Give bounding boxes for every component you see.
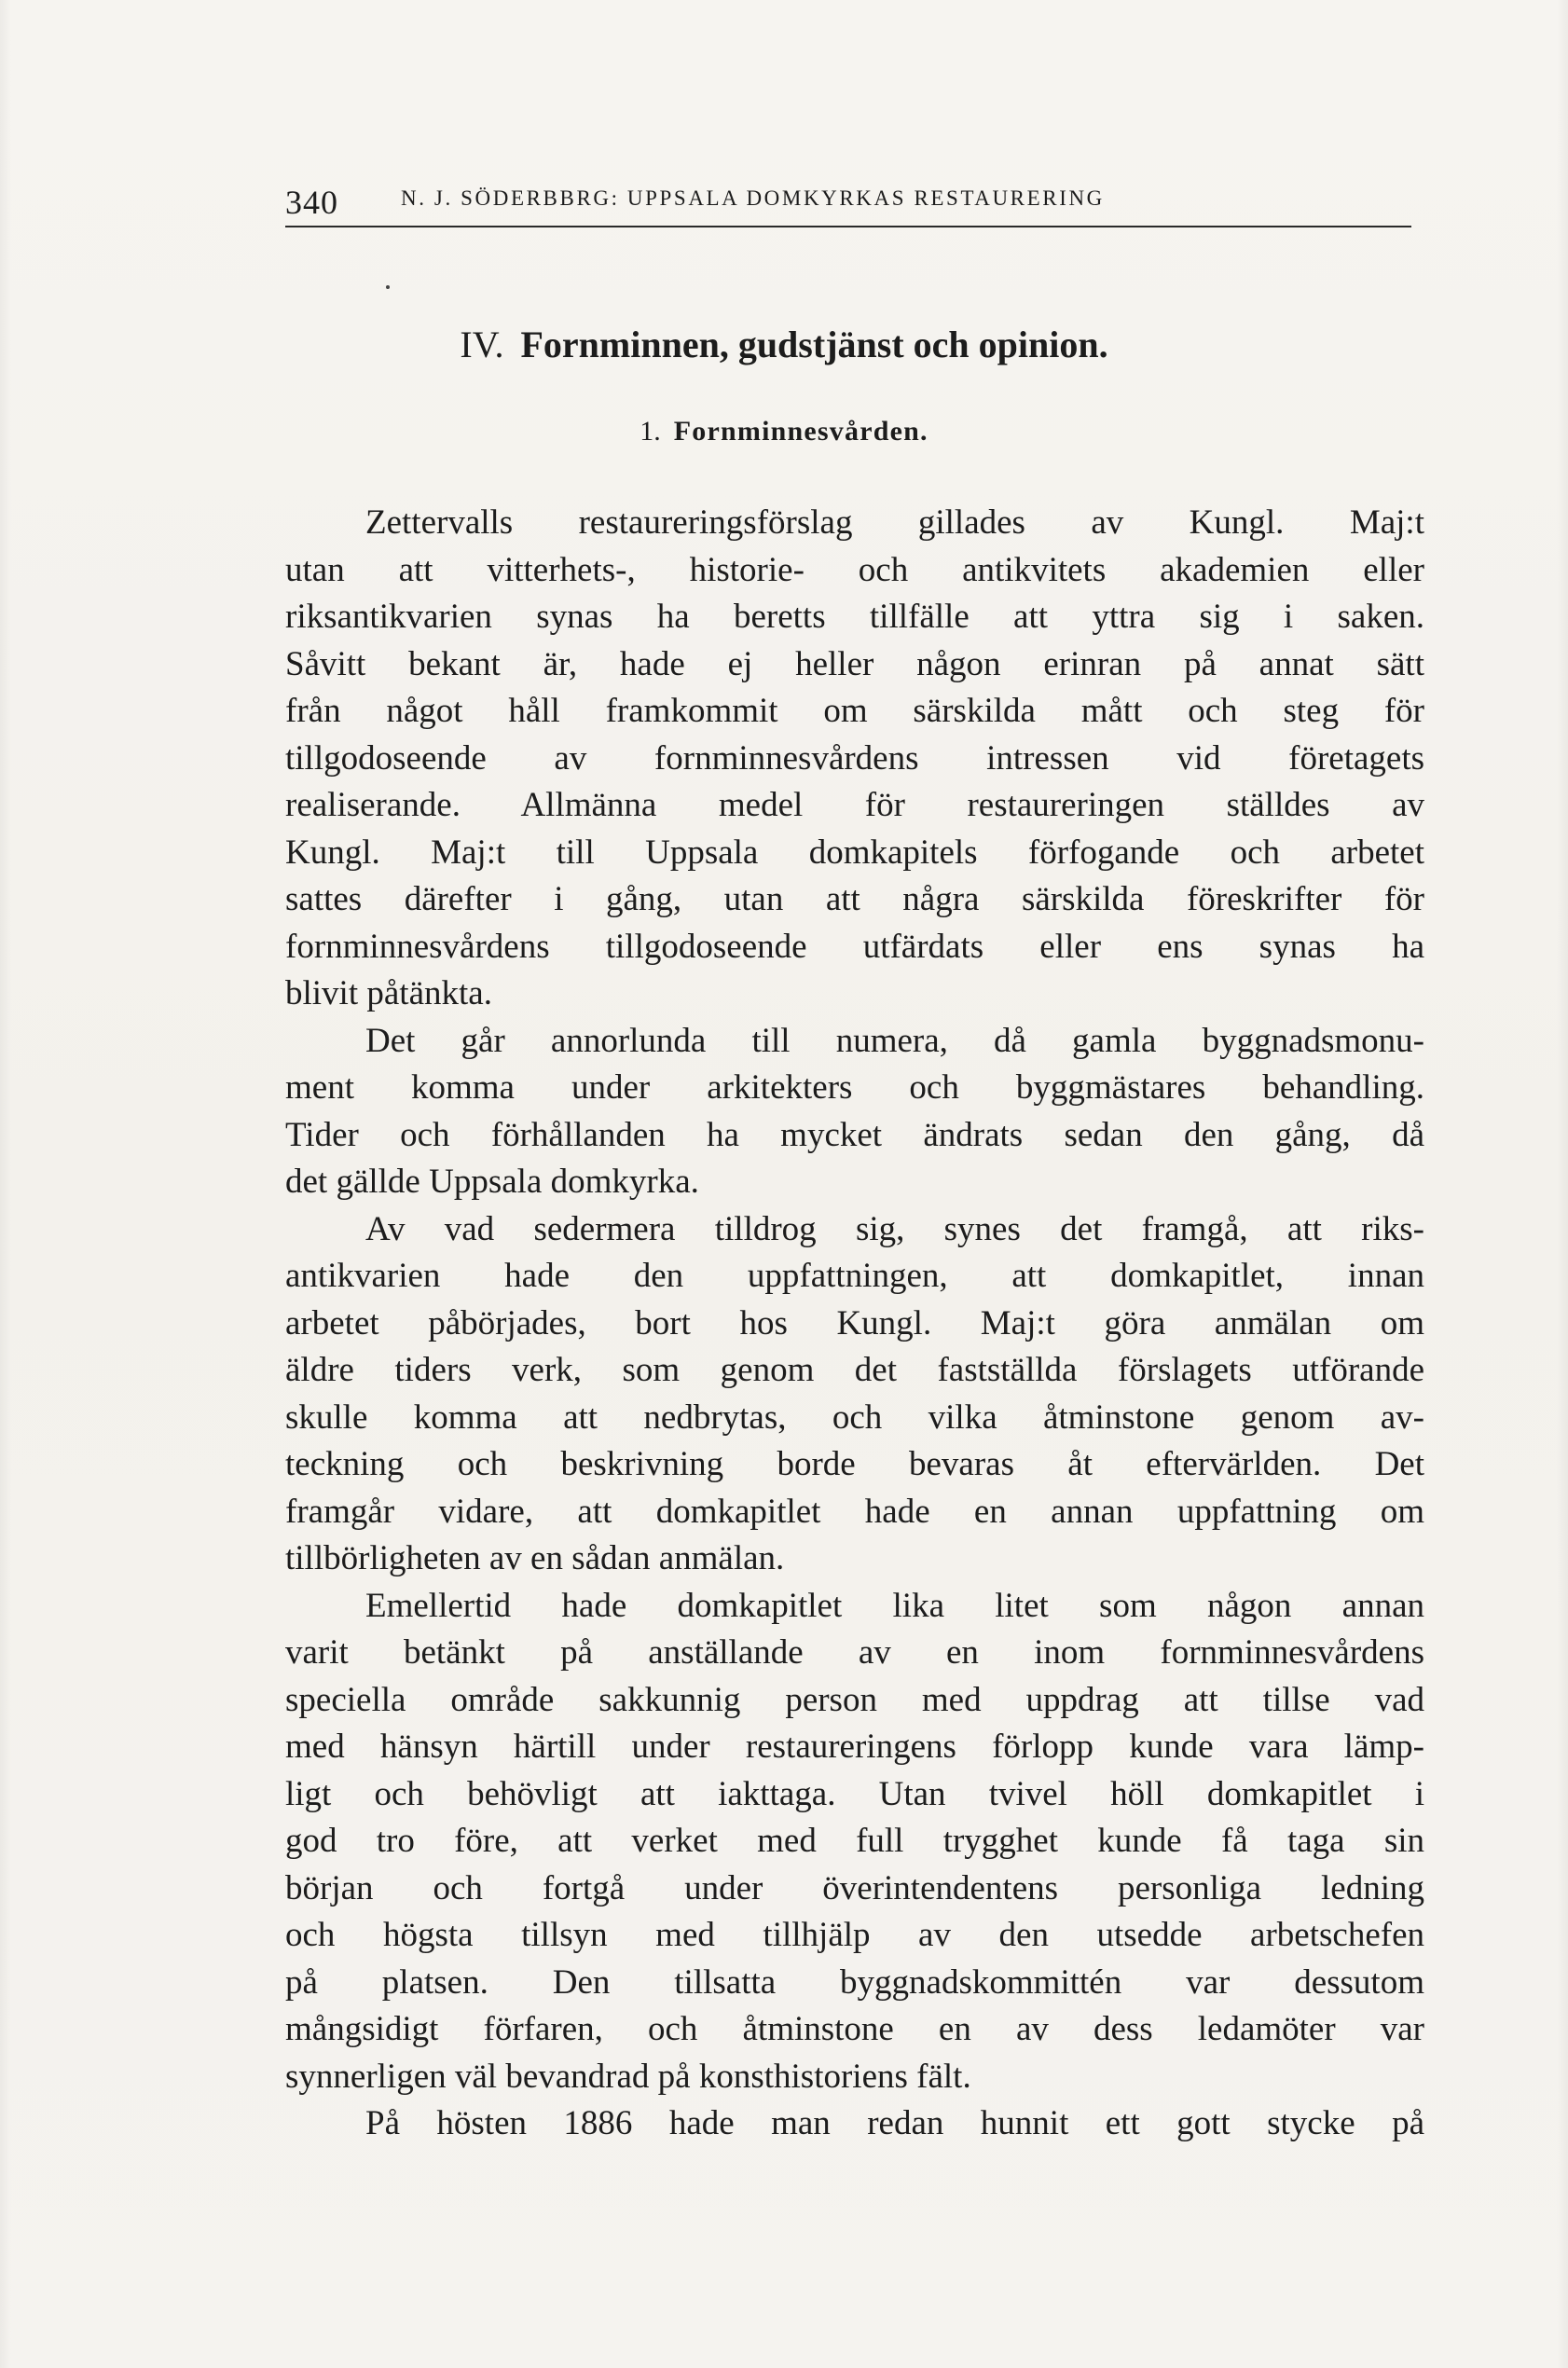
text-line: realiserande. Allmänna medel för restaureringen ställdes av <box>285 786 1424 824</box>
text-line: Zettervalls restaureringsförslag gillades av Kungl. Maj:t <box>365 503 1424 542</box>
text-line: med hänsyn härtill under restaureringens förlopp kunde vara lämp- <box>285 1728 1424 1766</box>
text-line: ment komma under arkitekters och byggmästares behandling. <box>285 1068 1424 1107</box>
text-line: på platsen. Den tillsatta byggnadskommittén var dessutom <box>285 1962 1424 2002</box>
chapter-title <box>0 323 1568 366</box>
text-line: sattes därefter i gång, utan att några särskilda föreskrifter för <box>285 880 1424 918</box>
section-title <box>0 416 1568 447</box>
text-line: ligt och behövligt att iakttaga. Utan tvivel höll domkapitlet i <box>285 1774 1424 1813</box>
text-line: utan att vitterhets-, historie- och antikvitets akademien eller <box>285 550 1424 589</box>
text-line: Tider och förhållanden ha mycket ändrats sedan den gång, då <box>285 1115 1424 1154</box>
text-line: god tro före, att verket med full trygghet kunde få taga sin <box>285 1822 1424 1860</box>
text-line: speciella område sakkunnig person med uppdrag att tillse vad <box>285 1680 1424 1719</box>
section-number: 1. <box>640 416 661 447</box>
text-line: fornminnesvårdens tillgodoseende utfärdats eller ens synas ha <box>285 927 1424 966</box>
text-line: från något håll framkommit om särskilda mått och steg för <box>285 692 1424 730</box>
text-line: mångsidigt förfaren, och åtminstone en av dess ledamöter var <box>285 2010 1424 2048</box>
text-line: Det går annorlunda till numera, då gamla byggnadsmonu- <box>365 1021 1424 1060</box>
text-line: Emellertid hade domkapitlet lika litet som någon annan <box>365 1586 1424 1625</box>
text-line: och högsta tillsyn med tillhjälp av den utsedde arbetschefen <box>285 1916 1424 1954</box>
section-heading: Fornminnesvården. <box>673 416 928 447</box>
page-header <box>285 183 1411 227</box>
text-line: tillbörligheten av en sådan anmälan. <box>285 1539 785 1577</box>
text-line: På hösten 1886 hade man redan hunnit ett gott stycke på <box>365 2104 1424 2142</box>
text-line: Såvitt bekant är, hade ej heller någon erinran på annat sätt <box>285 644 1424 683</box>
text-line: början och fortgå under överintendentens personliga ledning <box>285 1868 1424 1907</box>
text-line: skulle komma att nedbrytas, och vilka åtminstone genom av- <box>285 1397 1424 1437</box>
stray-mark <box>386 285 390 289</box>
chapter-number: IV. <box>460 324 504 365</box>
text-line: det gällde Uppsala domkyrka. <box>285 1163 699 1201</box>
page-number: 340 <box>285 184 338 221</box>
text-line: Av vad sedermera tilldrog sig, synes det framgå, att riks- <box>365 1209 1424 1248</box>
text-line: varit betänkt på anställande av en inom fornminnesvårdens <box>285 1633 1424 1672</box>
chapter-heading: Fornminnen, gudstjänst och opinion. <box>520 324 1108 365</box>
text-line: Kungl. Maj:t till Uppsala domkapitels förfogande och arbetet <box>285 833 1424 872</box>
text-line: tillgodoseende av fornminnesvårdens intressen vid företagets <box>285 738 1424 778</box>
body-text <box>285 500 1424 2148</box>
text-line: blivit påtänkta. <box>285 974 492 1012</box>
text-line: riksantikvarien synas ha beretts tillfälle att yttra sig i saken. <box>285 598 1424 636</box>
text-line: framgår vidare, att domkapitlet hade en annan uppfattning om <box>285 1492 1424 1531</box>
text-line: arbetet påbörjades, bort hos Kungl. Maj:t göra anmälan om <box>285 1303 1424 1342</box>
text-line: antikvarien hade den uppfattningen, att domkapitlet, innan <box>285 1257 1424 1295</box>
text-line: synnerligen väl bevandrad på konsthistoriens fält. <box>285 2057 971 2096</box>
text-line: teckning och beskrivning borde bevaras åt eftervärlden. Det <box>285 1445 1424 1483</box>
running-head: N. J. SÖDERBBRG: UPPSALA DOMKYRKAS RESTAURERING <box>401 186 1105 210</box>
text-line: äldre tiders verk, som genom det fastställda förslagets utförande <box>285 1351 1424 1389</box>
